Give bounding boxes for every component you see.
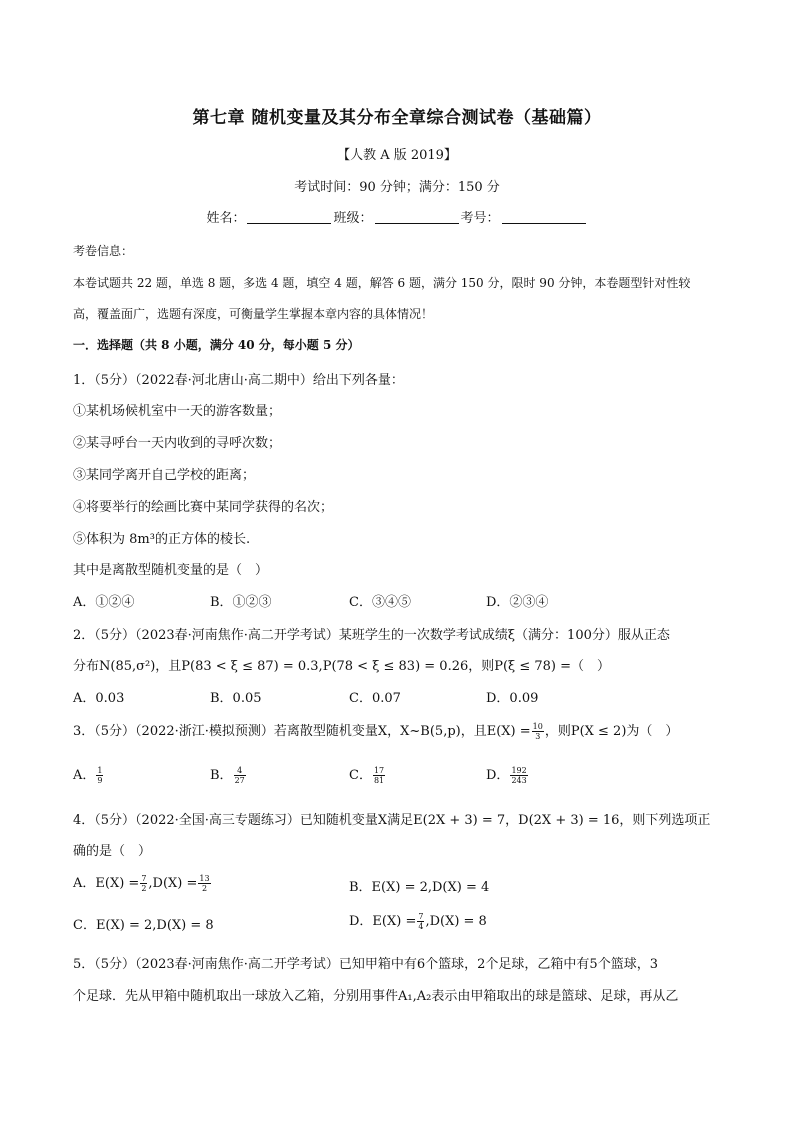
q2-option-d[interactable]: D．0.09 xyxy=(486,691,539,706)
q1-option-d[interactable]: D．②③④ xyxy=(486,595,549,610)
name-blank[interactable] xyxy=(247,210,331,224)
info-line-1: 本卷试题共 22 题，单选 8 题，多选 4 题，填空 4 题，解答 6 题，满分 150 分，限时 90 分钟，本卷题型针对性较 xyxy=(73,276,691,290)
q4-stem-line-2: 确的是（ ） xyxy=(73,844,152,859)
fraction: $\frac{7}{2}$ xyxy=(141,874,147,893)
q2-option-b[interactable]: B．0.05 xyxy=(210,691,262,706)
class-label: 班级： xyxy=(333,211,373,226)
page-title: 第七章 随机变量及其分布全章综合测试卷（基础篇） xyxy=(192,108,602,128)
q1-stem: 1．（5分）（2022春·河北唐山·高二期中）给出下列各量： xyxy=(73,373,404,388)
q3-option-b[interactable]: B． $\frac{4}{27}$ xyxy=(210,766,245,785)
fraction: $\frac{192}{243}$ xyxy=(511,766,527,785)
q4-option-b[interactable]: B．E(X) = 2,D(X) = 4 xyxy=(349,880,490,895)
q4-stem-line-1: 4．（5分）（2022·全国·高三专题练习）已知随机变量X满足E(2X + 3) = 7，D(2X + 3) = 16，则下列选项正 xyxy=(73,813,711,828)
section-heading: 一．选择题（共 8 小题，满分 40 分，每小题 5 分） xyxy=(73,338,360,352)
q3-option-c[interactable]: C． $\frac{17}{81}$ xyxy=(349,766,385,785)
edition-label: 【人教 A 版 2019】 xyxy=(337,148,457,163)
info-line-2: 高，覆盖面广，选题有深度，可衡量学生掌握本章内容的具体情况！ xyxy=(73,307,434,321)
q1-option-b[interactable]: B．①②③ xyxy=(210,595,272,610)
id-blank[interactable] xyxy=(502,210,586,224)
exam-time-info: 考试时间：90 分钟；满分：150 分 xyxy=(294,180,500,195)
q4-option-d[interactable]: D．E(X) = $\frac{7}{4}$ ,D(X) = 8 xyxy=(349,912,487,931)
q4-option-a[interactable]: A．E(X) = $\frac{7}{2}$ ,D(X) = $\frac{13}{2}$ xyxy=(73,874,210,893)
q2-option-a[interactable]: A．0.03 xyxy=(73,691,125,706)
q4-option-c[interactable]: C．E(X) = 2,D(X) = 8 xyxy=(73,918,214,933)
fraction: $\frac{13}{2}$ xyxy=(199,874,210,893)
q1-option-c[interactable]: C．③④⑤ xyxy=(349,595,411,610)
q3-stem-tail: ，则P(X ≤ 2)为（ ） xyxy=(544,724,679,739)
q2-stem-line-1: 2．（5分）（2023春·河南焦作·高二开学考试）某班学生的一次数学考试成绩ξ（满分：100分）服从正态 xyxy=(73,628,670,643)
student-info-row xyxy=(0,207,794,226)
q1-item: ⑤体积为 8m³的正方体的棱长. xyxy=(73,532,251,547)
q2-stem-line-2: 分布N(85,σ²)，且P(83 < ξ ≤ 87) = 0.3,P(78 < ξ ≤ 83) = 0.26，则P(ξ ≤ 78) =（ ） xyxy=(73,659,611,674)
fraction: $\frac{17}{81}$ xyxy=(373,766,385,785)
q3-option-d[interactable]: D． $\frac{192}{243}$ xyxy=(486,766,527,785)
q5-stem-line-2: 个足球．先从甲箱中随机取出一球放入乙箱，分别用事件A₁,A₂表示由甲箱取出的球是篮球、足球，再从乙 xyxy=(73,989,679,1004)
fraction: $\frac{1}{9}$ xyxy=(97,766,103,785)
q1-item: ①某机场候机室中一天的游客数量； xyxy=(73,404,282,419)
id-label: 考号： xyxy=(460,211,500,226)
q1-item: ②某寻呼台一天内收到的寻呼次数； xyxy=(73,436,282,451)
q3-expectation-fraction: $\frac{10}{3}$ xyxy=(532,722,543,741)
q2-option-c[interactable]: C．0.07 xyxy=(349,691,401,706)
q3-option-a[interactable]: A． $\frac{1}{9}$ xyxy=(73,766,103,785)
q1-item: ③某同学离开自己学校的距离； xyxy=(73,468,256,483)
info-heading: 考卷信息： xyxy=(73,244,134,258)
name-label: 姓名： xyxy=(206,211,246,226)
class-blank[interactable] xyxy=(375,210,459,224)
q3-stem-text: 3．（5分）（2022·浙江·模拟预测）若离散型随机变量X，X~B(5,p)，且E(X) = xyxy=(73,724,531,739)
fraction: $\frac{4}{27}$ xyxy=(234,766,245,785)
q1-question: 其中是离散型随机变量的是（ ） xyxy=(73,563,269,578)
q3-stem xyxy=(73,720,678,741)
q1-option-a[interactable]: A．①②④ xyxy=(73,595,135,610)
fraction: $\frac{7}{4}$ xyxy=(418,912,424,931)
q1-item: ④将要举行的绘画比赛中某同学获得的名次； xyxy=(73,500,334,515)
q5-stem-line-1: 5．（5分）（2023春·河南焦作·高二开学考试）已知甲箱中有6个篮球，2个足球，乙箱中有5个篮球，3 xyxy=(73,957,658,972)
